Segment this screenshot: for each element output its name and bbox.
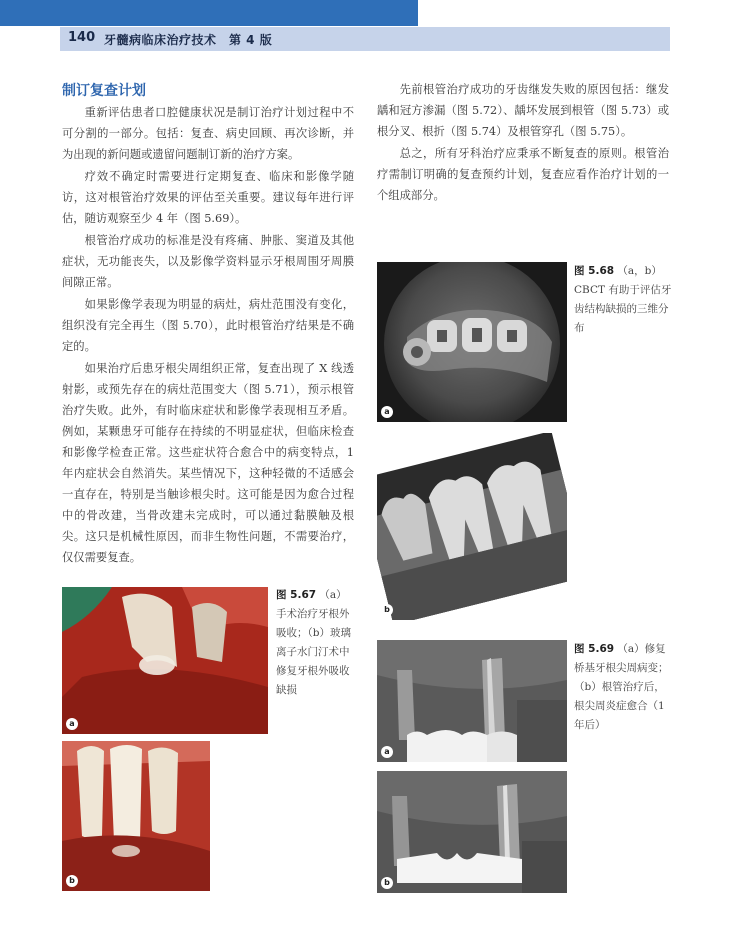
caption-figure-5-68 [574, 262, 674, 338]
paragraph: 如果治疗后患牙根尖周组织正常，复查出现了 X 线透射影，或预先存在的病灶范围变大（图 5.71），预示根管治疗失败。此外，有时临床症状和影像学表现相互矛盾。例如，某颗患牙可能存在持续的不明显症状，但临床检查和影像学检查正常。这些症状符合愈合中的病变特点，1 年内症状会自然消失。某些情况下，这种轻微的不适感会一直存在，特别是当触诊根尖时。这可能是因为愈合过程中的骨改建，当骨改建未完成时，可以通过黏膜触及根尖。这只是机械性原因，而非生物性问题，不需要治疗，仅仅需要复查。 [62, 362, 354, 564]
figure-5-67b-teeth-photo [62, 741, 210, 891]
panel-letter: a [66, 718, 78, 730]
caption-figure-5-69 [574, 640, 674, 735]
section-title: 制订复查计划 [62, 83, 146, 99]
right-text-column [377, 79, 669, 207]
panel-letter: a [381, 746, 393, 758]
figure-label: 图 5.68 [574, 265, 615, 277]
book-title: 牙髓病临床治疗技术 第 4 版 [104, 33, 273, 47]
paragraph: 先前根管治疗成功的牙齿继发失败的原因包括：继发龋和冠方渗漏（图 5.72）、龋坏发展到根管（图 5.73）或根分叉、根折（图 5.74）及根管穿孔（图 5.75）。 [377, 83, 669, 138]
panel-letter: a [381, 406, 393, 418]
caption-text: （a，b）CBCT 有助于评估牙齿结构缺损的三维分布 [574, 265, 672, 334]
figure-5-69b-xray [377, 771, 567, 893]
page-number: 140 [68, 30, 96, 45]
paragraph: 重新评估患者口腔健康状况是制订治疗计划过程中不可分割的一部分。包括：复查、病史回顾、再次诊断，并为出现的新问题或遗留问题制订新的治疗方案。 [62, 106, 354, 161]
figure-5-68a-cbct-axial [377, 262, 567, 422]
left-text-column [62, 102, 354, 569]
paragraph: 根管治疗成功的标准是没有疼痛、肿胀、窦道及其他症状，无功能丧失，以及影像学资料显示牙根周围牙周膜间隙正常。 [62, 234, 354, 289]
paragraph: 总之，所有牙科治疗应秉承不断复查的原则。根管治疗需制订明确的复查预约计划，复查应看作治疗计划的一个组成部分。 [377, 147, 669, 202]
top-color-bar [0, 0, 418, 26]
figure-label: 图 5.69 [574, 643, 615, 655]
caption-text: （a）修复桥基牙根尖周病变；（b）根管治疗后，根尖周炎症愈合（1年后） [574, 643, 669, 731]
running-header [60, 27, 670, 51]
caption-figure-5-67 [276, 586, 356, 700]
figure-5-68b-cbct-sagittal [377, 433, 567, 620]
paragraph: 疗效不确定时需要进行定期复查、临床和影像学随访，这对根管治疗效果的评估至关重要。建议每年进行评估，随访观察至少 4 年（图 5.69）。 [62, 170, 354, 225]
panel-letter: b [381, 877, 393, 889]
panel-letter: b [66, 875, 78, 887]
paragraph: 如果影像学表现为明显的病灶，病灶范围没有变化，组织没有完全再生（图 5.70），此时根管治疗结果是不确定的。 [62, 298, 354, 353]
caption-text: （a）手术治疗牙根外吸收；（b）玻璃离子水门汀术中修复牙根外吸收缺损 [276, 589, 351, 696]
figure-5-67a-surgery-photo [62, 587, 268, 734]
figure-5-69a-xray [377, 640, 567, 762]
figure-label: 图 5.67 [276, 589, 317, 601]
panel-letter: b [381, 604, 393, 616]
